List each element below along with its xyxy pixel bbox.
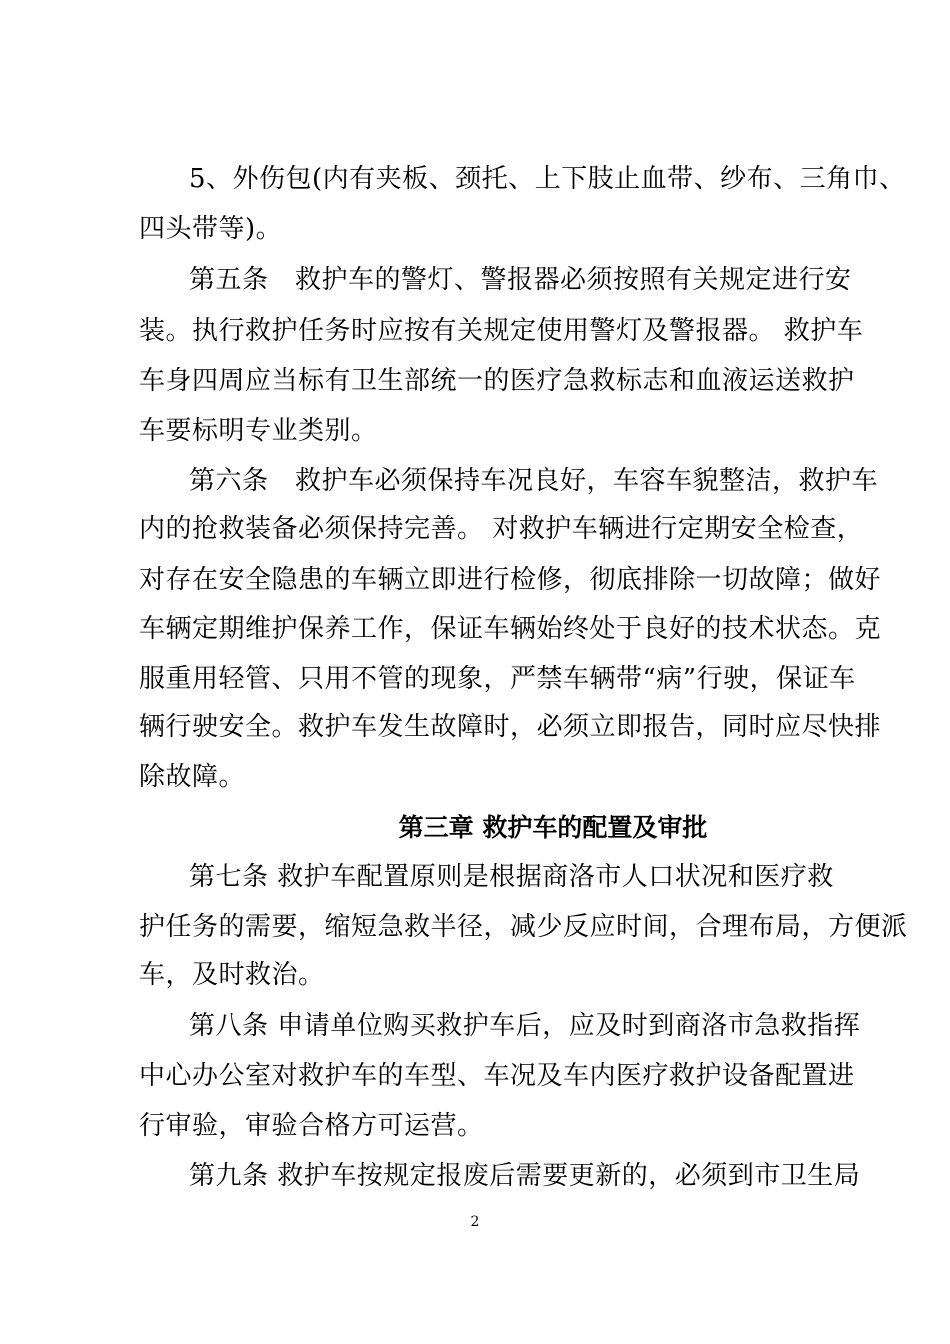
chapter-heading — [0, 813, 950, 843]
body-text-line: 装。执行救护任务时应按有关规定使用警灯及警报器。 救护车 — [139, 316, 864, 346]
body-text-line: 车辆定期维护保养工作，保证车辆始终处于良好的技术状态。克 — [139, 614, 882, 644]
body-text-line: 车要标明专业类别。 — [139, 416, 378, 446]
body-text-line: 护任务的需要，缩短急救半径，减少反应时间，合理布局，方便派 — [139, 912, 908, 942]
body-text-line: 内的抢救装备必须保持完善。 对救护车辆进行定期安全检查， — [139, 514, 864, 544]
body-text-line: 行审验，审验合格方可运营。 — [139, 1111, 484, 1141]
body-text-line: 车身四周应当标有卫生部统一的医疗急救标志和血液运送救护 — [139, 366, 855, 396]
body-text-line: 对存在安全隐患的车辆立即进行检修，彻底排除一切故障；做好 — [139, 565, 882, 595]
body-text-line: 辆行驶安全。救护车发生故障时，必须立即报告，同时应尽快排 — [139, 712, 882, 742]
article-5-line: 第五条 救护车的警灯、警报器必须按照有关规定进行安 — [189, 265, 852, 295]
page-number: 2 — [470, 1214, 480, 1230]
chapter-heading-text: 第三章 救护车的配置及审批 — [398, 813, 708, 842]
article-7-line: 第七条 救护车配置原则是根据商洛市人口状况和医疗救 — [189, 862, 834, 892]
body-text-line: 除故障。 — [139, 762, 246, 792]
body-text-line: 5、外伤包(内有夹板、颈托、上下肢止血带、纱布、三角巾、 — [189, 164, 906, 194]
article-8-line: 第八条 申请单位购买救护车后，应及时到商洛市急救指挥 — [189, 1011, 861, 1041]
body-text-line: 车，及时救治。 — [139, 960, 325, 990]
body-text-line: 服重用轻管、只用不管的现象，严禁车辆带“病”行驶，保证车 — [139, 664, 856, 694]
body-text-line: 四头带等)。 — [139, 214, 283, 244]
article-6-line: 第六条 救护车必须保持车况良好，车容车貌整洁，救护车 — [189, 466, 879, 496]
article-9-line: 第九条 救护车按规定报废后需要更新的，必须到市卫生局 — [189, 1161, 861, 1191]
body-text-line: 中心办公室对救护车的车型、车况及车内医疗救护设备配置进 — [139, 1061, 855, 1091]
